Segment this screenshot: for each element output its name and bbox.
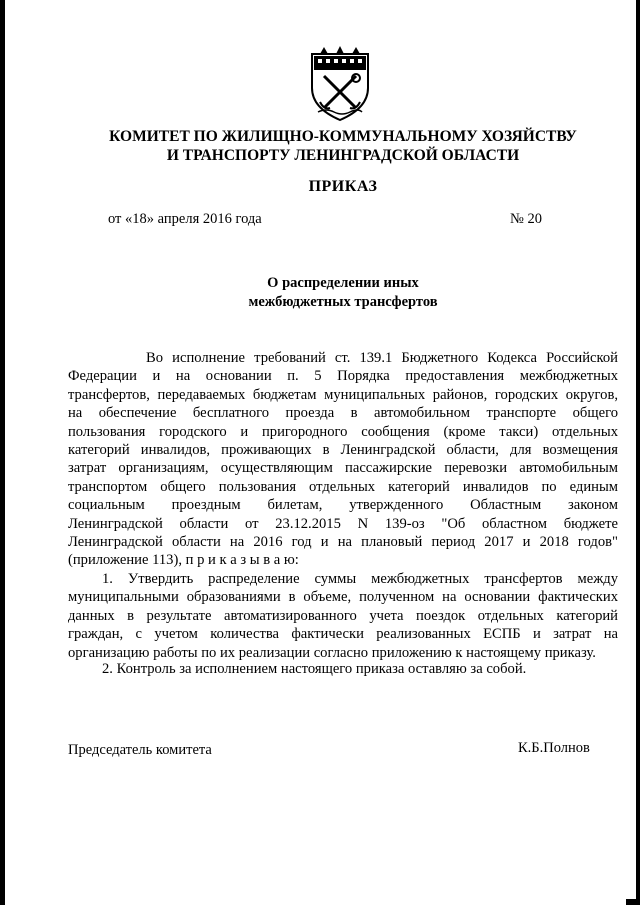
signer-title: Председатель комитета (68, 742, 212, 758)
text-line: Ленинградской области от 23.12.2015 N 139-оз "Об областном бюджете (68, 515, 618, 532)
subject-line-2: межбюджетных трансфертов (248, 294, 438, 310)
document-subject (68, 274, 618, 312)
text-line: трансфертов, передаваемых бюджетам муниципальных районов, городских округов, (68, 386, 618, 403)
organization-line-1: КОМИТЕТ ПО ЖИЛИЩНО-КОММУНАЛЬНОМУ ХОЗЯЙСТВУ (109, 128, 577, 145)
text-line: Во исполнение требований ст. 139.1 Бюджетного Кодекса Российской (146, 350, 618, 366)
organization-name (68, 127, 618, 165)
scan-edge-left (0, 0, 5, 905)
document-page (68, 0, 618, 905)
scan-edge-right (636, 0, 640, 905)
document-number: № 20 (510, 211, 542, 227)
signer-name: К.Б.Полнов (518, 740, 590, 756)
text-line: организацию работы по их реализации согласно приложению к настоящему приказу. (68, 644, 596, 661)
document-date: от «18» апреля 2016 года (108, 211, 262, 227)
paragraph-preamble (68, 349, 618, 570)
paragraph-item-1 (68, 570, 618, 662)
coat-of-arms-icon (306, 44, 374, 122)
text-line: категорий инвалидов, проживающих в Ленинградской области, для возмещения (68, 441, 618, 458)
subject-line-1: О распределении иных (267, 275, 419, 291)
text-line: граждан, с учетом количества фактически реализованных ЕСПБ и затрат на (68, 626, 618, 643)
text-line: транспортом общего пользования отдельных категорий инвалидов по единым (68, 478, 618, 495)
organization-line-2: И ТРАНСПОРТУ ЛЕНИНГРАДСКОЙ ОБЛАСТИ (166, 147, 520, 164)
text-line: данных в результате автоматизированного учета поездок отдельных категорий (68, 607, 618, 624)
text-line: 1. Утвердить распределение суммы межбюджетных трансфертов между (102, 571, 618, 587)
document-type: ПРИКАЗ (308, 178, 378, 195)
scan-edge-corner (626, 899, 640, 905)
text-line: (приложение 113), п р и к а з ы в а ю: (68, 552, 299, 569)
text-line: Федерации и на основании п. 5 Порядка предоставления межбюджетных (68, 368, 618, 385)
text-line: на обеспечение бесплатного проезда в автомобильном транспорте общего (68, 405, 618, 422)
paragraph-item-2 (68, 660, 618, 678)
text-line: 2. Контроль за исполнением настоящего приказа оставляю за собой. (102, 661, 527, 677)
text-line: социальным проездным билетам, утвержденного Областным законом (68, 497, 618, 514)
text-line: затрат организациям, осуществляющим пассажирские перевозки автомобильным (68, 460, 618, 477)
text-line: Ленинградской области на 2016 год и на плановый период 2017 и 2018 годов" (68, 533, 618, 550)
text-line: муниципальными образованиями в объеме, полученном на основании фактических (68, 589, 618, 606)
text-line: пользования городского и пригородного сообщения (кроме такси) отдельных (68, 423, 618, 440)
